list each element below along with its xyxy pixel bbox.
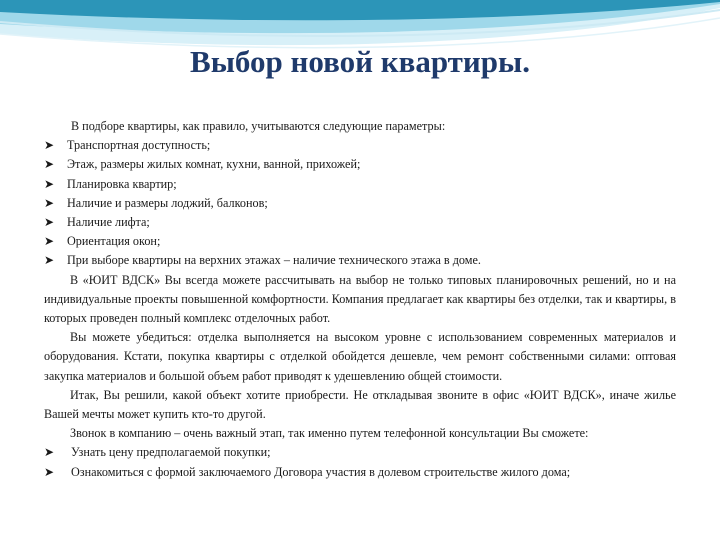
list-item: ➤ Узнать цену предполагаемой покупки; [44, 443, 676, 462]
arrowhead-bullet-icon: ➤ [44, 253, 55, 268]
paragraph-phone-consultation: Звонок в компанию – очень важный этап, так именно путем телефонной консультации Вы сможете: [70, 426, 589, 441]
arrowhead-bullet-icon: ➤ [44, 157, 55, 172]
arrowhead-bullet-icon: ➤ [44, 138, 55, 153]
list-item: ➤ Наличие и размеры лоджий, балконов; [44, 194, 676, 213]
list-item: ➤ Планировка квартир; [44, 175, 676, 194]
arrowhead-bullet-icon: ➤ [44, 464, 55, 479]
list-item: ➤ Этаж, размеры жилых комнат, кухни, ванной, прихожей; [44, 155, 676, 174]
arrowhead-bullet-icon: ➤ [44, 195, 55, 210]
list-item: ➤ Ознакомиться с формой заключаемого Договора участия в долевом строительстве жилого дома; [44, 463, 676, 482]
paragraph-options: В «ЮИТ ВДСК» Вы всегда можете рассчитывать на выбор не только типовых планировочных решений, но и на индивидуальные проекты повышенной комфортности. Компания предлагает как квартиры без отделки, так и квартиры, в которых проведен полный комплекс отделочных работ. [44, 272, 676, 326]
list-item: ➤ Наличие лифта; [44, 213, 676, 232]
paragraph-finishing: Вы можете убедиться: отделка выполняется на высоком уровне с использованием современных материалов и оборудования. Кстати, покупка квартиры с отделкой обойдется дешевле, чем ремонт собственными силами: оптовая закупка материалов и большой объем работ приводят к удешевлению общей стоимости. [44, 330, 676, 383]
list-item: ➤ Ориентация окон; [44, 232, 676, 251]
arrowhead-bullet-icon: ➤ [44, 234, 55, 249]
call-benefits-list [44, 443, 676, 481]
arrowhead-bullet-icon: ➤ [44, 445, 55, 460]
criteria-list [44, 136, 676, 270]
document-body [44, 117, 676, 482]
arrowhead-bullet-icon: ➤ [44, 176, 55, 191]
paragraph-call-office: Итак, Вы решили, какой объект хотите приобрести. Не откладывая звоните в офис «ЮИТ ВДСК», иначе жилье Вашей мечты может купить кто-то другой. [44, 387, 676, 422]
arrowhead-bullet-icon: ➤ [44, 215, 55, 230]
list-item: ➤ При выборе квартиры на верхних этажах – наличие технического этажа в доме. [44, 251, 676, 270]
list-item: ➤ Транспортная доступность; [44, 136, 676, 155]
page-title: Выбор новой квартиры. [190, 44, 530, 79]
intro-text: В подборе квартиры, как правило, учитываются следующие параметры: [71, 119, 446, 133]
